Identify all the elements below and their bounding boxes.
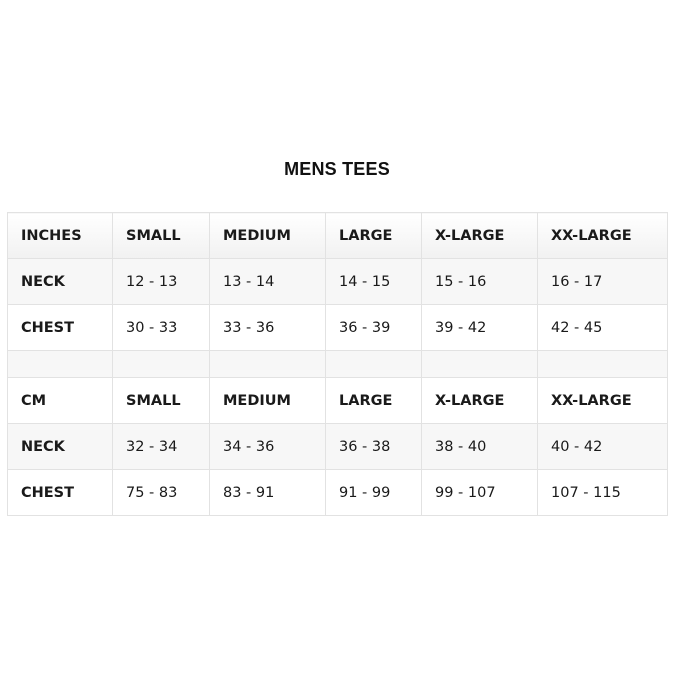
cm-header-row bbox=[8, 378, 668, 424]
size-chart-table bbox=[7, 212, 668, 516]
table-cell: 91 - 99 bbox=[326, 470, 422, 516]
table-row bbox=[8, 305, 668, 351]
table-cell: 30 - 33 bbox=[113, 305, 210, 351]
row-label-neck: NECK bbox=[8, 259, 113, 305]
empty-cell bbox=[8, 351, 113, 378]
inches-unit-header: INCHES bbox=[8, 213, 113, 259]
table-cell: 75 - 83 bbox=[113, 470, 210, 516]
table-row bbox=[8, 470, 668, 516]
size-header-medium: MEDIUM bbox=[210, 378, 326, 424]
table-row bbox=[8, 259, 668, 305]
table-cell: 32 - 34 bbox=[113, 424, 210, 470]
spacer-row bbox=[8, 351, 668, 378]
table-row bbox=[8, 424, 668, 470]
table-cell: 14 - 15 bbox=[326, 259, 422, 305]
table-cell: 34 - 36 bbox=[210, 424, 326, 470]
size-header-x-large: X-LARGE bbox=[422, 378, 538, 424]
table-cell: 36 - 39 bbox=[326, 305, 422, 351]
empty-cell bbox=[422, 351, 538, 378]
table-cell: 36 - 38 bbox=[326, 424, 422, 470]
empty-cell bbox=[113, 351, 210, 378]
table-cell: 33 - 36 bbox=[210, 305, 326, 351]
size-header-medium: MEDIUM bbox=[210, 213, 326, 259]
size-header-xx-large: XX-LARGE bbox=[538, 378, 668, 424]
empty-cell bbox=[326, 351, 422, 378]
size-header-large: LARGE bbox=[326, 378, 422, 424]
size-header-small: SMALL bbox=[113, 378, 210, 424]
table-cell: 42 - 45 bbox=[538, 305, 668, 351]
table-cell: 15 - 16 bbox=[422, 259, 538, 305]
table-cell: 99 - 107 bbox=[422, 470, 538, 516]
table-cell: 16 - 17 bbox=[538, 259, 668, 305]
table-cell: 12 - 13 bbox=[113, 259, 210, 305]
row-label-neck: NECK bbox=[8, 424, 113, 470]
table-cell: 13 - 14 bbox=[210, 259, 326, 305]
row-label-chest: CHEST bbox=[8, 470, 113, 516]
empty-cell bbox=[538, 351, 668, 378]
size-header-xx-large: XX-LARGE bbox=[538, 213, 668, 259]
table-cell: 38 - 40 bbox=[422, 424, 538, 470]
row-label-chest: CHEST bbox=[8, 305, 113, 351]
table-cell: 107 - 115 bbox=[538, 470, 668, 516]
inches-header-row bbox=[8, 213, 668, 259]
empty-cell bbox=[210, 351, 326, 378]
size-header-small: SMALL bbox=[113, 213, 210, 259]
page-title: MENS TEES bbox=[284, 159, 390, 179]
table-cell: 40 - 42 bbox=[538, 424, 668, 470]
cm-unit-header: CM bbox=[8, 378, 113, 424]
size-header-large: LARGE bbox=[326, 213, 422, 259]
table-cell: 83 - 91 bbox=[210, 470, 326, 516]
table-cell: 39 - 42 bbox=[422, 305, 538, 351]
size-header-x-large: X-LARGE bbox=[422, 213, 538, 259]
